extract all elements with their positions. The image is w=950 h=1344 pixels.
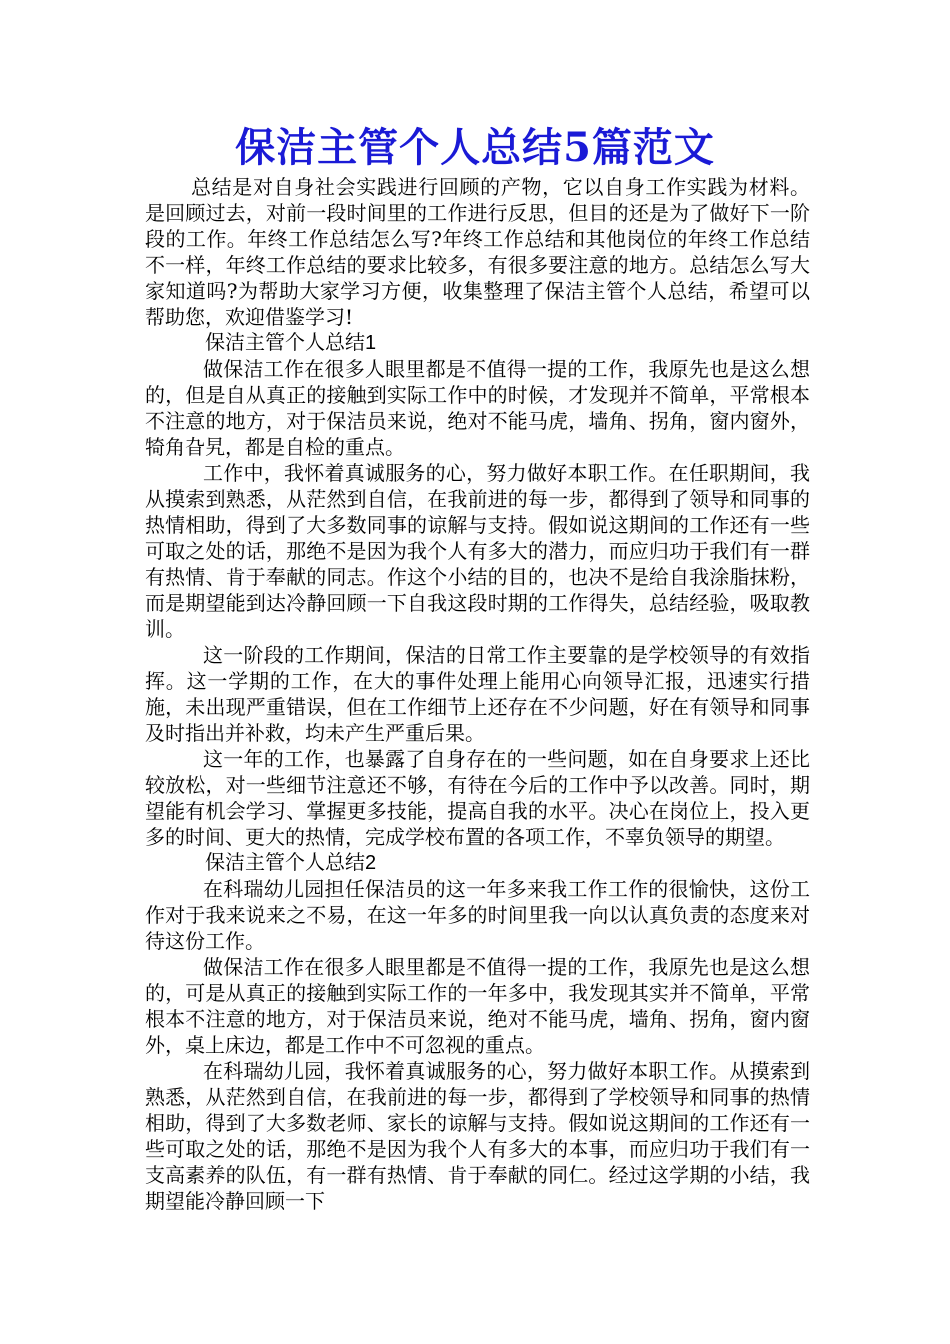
- body-paragraph: 这一年的工作，也暴露了自身存在的一些问题，如在自身要求上还比较放松，对一些细节注意还不够，有待在今后的工作中予以改善。同时，期望能有机会学习、掌握更多技能，提高自我的水平。决心在岗位上，投入更多的时间、更大的热情，完成学校布置的各项工作，不辜负领导的期望。: [145, 747, 810, 849]
- body-paragraph: 做保洁工作在很多人眼里都是不值得一提的工作，我原先也是这么想的，可是从真正的接触到实际工作的一年多中，我发现其实并不简单，平常根本不注意的地方，对于保洁员来说，绝对不能马虎，墙角、拐角，窗内窗外，桌上床边，都是工作中不可忽视的重点。: [145, 955, 810, 1057]
- section-heading-2: 保洁主管个人总结2: [205, 852, 377, 874]
- body-paragraph: 工作中，我怀着真诚服务的心，努力做好本职工作。在任职期间，我从摸索到熟悉，从茫然到自信，在我前进的每一步，都得到了领导和同事的热情相助，得到了大多数同事的谅解与支持。假如说这期间的工作还有一些可取之处的话，那绝不是因为我个人有多大的潜力，而应归功于我们有一群有热情、肯于奉献的同志。作这个小结的目的，也决不是给自我涂脂抹粉，而是期望能到达冷静回顾一下自我这段时期的工作得失，总结经验，吸取教训。: [145, 461, 810, 641]
- body-paragraph: 做保洁工作在很多人眼里都是不值得一提的工作，我原先也是这么想的，但是自从真正的接触到实际工作中的时候，才发现并不简单，平常根本不注意的地方，对于保洁员来说，绝对不能马虎，墙角、拐角，窗内窗外，犄角旮旯，都是自检的重点。: [145, 357, 810, 459]
- document-title: 保洁主管个人总结5篇范文: [235, 124, 715, 171]
- body-paragraph: 在科瑞幼儿园，我怀着真诚服务的心，努力做好本职工作。从摸索到熟悉，从茫然到自信，在我前进的每一步，都得到了学校领导和同事的热情相助，得到了大多数老师、家长的谅解与支持。假如说这期间的工作还有一些可取之处的话，那绝不是因为我个人有多大的本事，而应归功于我们有一支高素养的队伍，有一群有热情、肯于奉献的同仁。经过这学期的小结，我期望能冷静回顾一下: [145, 1059, 810, 1213]
- intro-paragraph: 总结是对自身社会实践进行回顾的产物，它以自身工作实践为材料。是回顾过去，对前一段时间里的工作进行反思，但目的还是为了做好下一阶段的工作。年终工作总结怎么写?年终工作总结和其他岗位的年终工作总结不一样，年终工作总结的要求比较多，有很多要注意的地方。总结怎么写大家知道吗?为帮助大家学习方便，收集整理了保洁主管个人总结，希望可以帮助您，欢迎借鉴学习!: [145, 175, 810, 329]
- document-body: [145, 174, 810, 1214]
- section-heading-1: 保洁主管个人总结1: [205, 332, 377, 354]
- body-paragraph: 在科瑞幼儿园担任保洁员的这一年多来我工作工作的很愉快，这份工作对于我来说来之不易，在这一年多的时间里我一向以认真负责的态度来对待这份工作。: [145, 877, 810, 953]
- body-paragraph: 这一阶段的工作期间，保洁的日常工作主要靠的是学校领导的有效指挥。这一学期的工作，在大的事件处理上能用心向领导汇报，迅速实行措施，未出现严重错误，但在工作细节上还存在不少问题，好在有领导和同事及时指出并补救，均未产生严重后果。: [145, 643, 810, 745]
